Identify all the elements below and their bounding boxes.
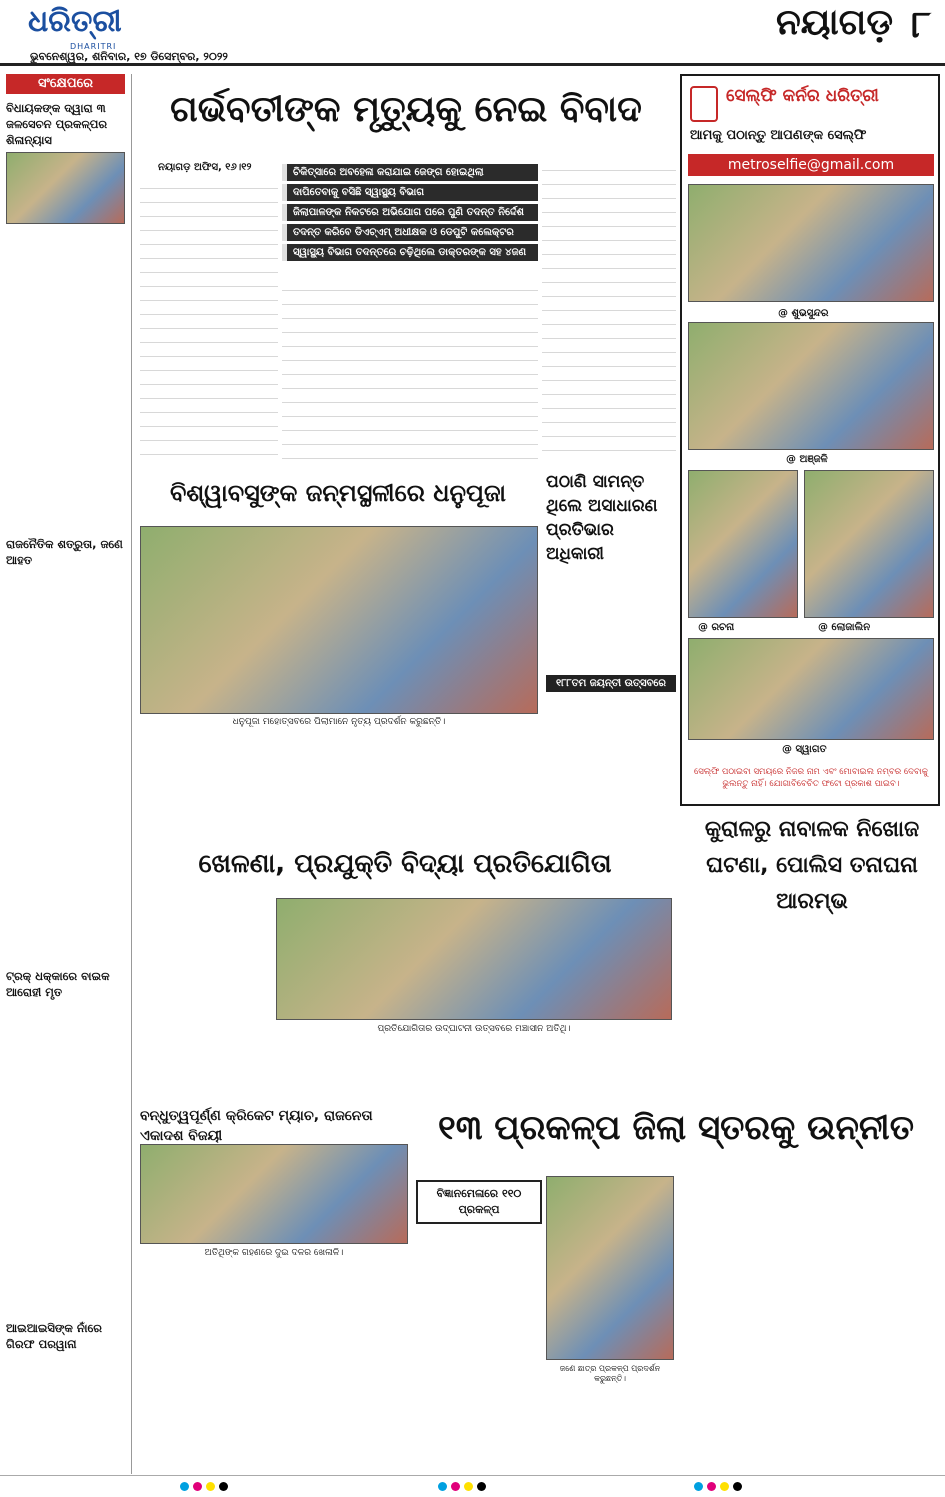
samanta-headline: ପଠାଣି ସାମନ୍ତ ଥିଲେ ଅସାଧାରଣ ପ୍ରତିଭାର ଅଧିକାରୀ xyxy=(546,472,658,564)
yellow-dot xyxy=(720,1482,729,1491)
selfie-caption: @ ଅଞ୍ଜଳି xyxy=(786,454,828,465)
phone-icon xyxy=(690,86,718,122)
selfie-photo xyxy=(804,470,934,618)
cyan-dot xyxy=(180,1482,189,1491)
cricket-photo xyxy=(140,1144,408,1244)
selfie-email: metroselfie@gmail.com xyxy=(688,154,934,176)
cyan-dot xyxy=(438,1482,447,1491)
dhanu-photo xyxy=(140,526,538,714)
brief-text-1 xyxy=(6,230,125,530)
selfie-photo xyxy=(688,470,798,618)
registration-dots xyxy=(436,1476,488,1497)
dhanu-caption: ଧନୁପୂଜା ମହୋତ୍ସବରେ ପିଲାମାନେ ନୃତ୍ୟ ପ୍ରଦର୍ଶନ କରୁଛନ୍ତି। xyxy=(232,717,446,727)
bullet: ଜିଲାପାଳଙ୍କ ନିକଟରେ ଅଭିଯୋଗ ପରେ ପୁଣି ତଦନ୍ତ ନିର୍ଦ୍ଦେଶ xyxy=(282,204,538,221)
brief-text-3 xyxy=(6,1004,125,1314)
bullet: ସ୍ୱାସ୍ଥ୍ୟ ବିଭାଗ ତଦନ୍ତରେ ଚଢ଼ିଥିଲେ ଡାକ୍ତରଙ୍କ ସହ ୪ଜଣ xyxy=(282,244,538,261)
black-dot xyxy=(477,1482,486,1491)
selfie-caption: @ ଶୁଭସୁନ୍ଦର xyxy=(778,308,829,319)
cricket-headline: ବନ୍ଧୁତ୍ୱପୂର୍ଣ୍ଣ କ୍ରିକେଟ ମ୍ୟାଚ, ରାଜନେତା ଏକାଦଶ ବିଜୟୀ xyxy=(140,1108,373,1144)
selfie-caption: @ ଲୋଜାଲିନ xyxy=(818,622,871,633)
jayanti-tag: ୧୮୮ତମ ଜୟନ୍ତୀ ଉତ୍ସବରେ xyxy=(546,675,676,692)
project-headline: ୧୩ ପ୍ରକଳ୍ପ ଜିଲା ସ୍ତରକୁ ଉନ୍ନୀତ xyxy=(438,1108,914,1148)
selfie-corner xyxy=(680,74,940,806)
brief-headline-3: ଟ୍ରକ୍ ଧକ୍କାରେ ବାଇକ ଆରୋହୀ ମୃତ xyxy=(6,969,110,999)
brief-text-2 xyxy=(6,572,125,962)
bullet: ଚିକିତ୍ସାରେ ଅବହେଳା କରାଯାଇ ଜେଙ୍ଗ ହୋଇଥିଲା xyxy=(282,164,538,181)
selfie-photo xyxy=(688,322,934,450)
dhanu-headline: ବିଶ୍ୱାବସୁଙ୍କ ଜନ୍ମସ୍ଥଳୀରେ ଧନୁପୂଜା xyxy=(169,479,507,507)
print-registration-strip xyxy=(0,1475,945,1497)
magenta-dot xyxy=(451,1482,460,1491)
main-headline: ଗର୍ଭବତୀଙ୍କ ମୃତ୍ୟୁକୁ ନେଇ ବିବାଦ xyxy=(170,89,642,130)
yellow-dot xyxy=(206,1482,215,1491)
brief-headline-4: ଆଇଆଇସିଙ୍କ ନାଁରେ ଗିରଫ ପରୱାନା xyxy=(6,1321,102,1351)
project-caption: ଜଣେ ଛାତ୍ର ପ୍ରକଳ୍ପ ପ୍ରଦର୍ଶନ କରୁଛନ୍ତି। xyxy=(559,1364,661,1383)
cyan-dot xyxy=(694,1482,703,1491)
main-story-col1 xyxy=(140,178,278,458)
registration-dots xyxy=(178,1476,230,1497)
selfie-brand: ସେଲ୍ଫି କର୍ନର ଧରିତ୍ରୀ xyxy=(726,86,879,106)
project-photo xyxy=(546,1176,674,1360)
dharitri-logo: ଧରିତ୍ରୀ xyxy=(28,4,122,39)
dateline: ଭୁବନେଶ୍ୱର, ଶନିବାର, ୧୭ ଡିସେମ୍ବର, ୨୦୨୨ xyxy=(30,50,228,63)
brief-photo xyxy=(6,152,125,224)
khelana-caption: ପ୍ରତିଯୋଗିତାର ଉଦ୍‌ଘାଟନୀ ଉତ୍ସବରେ ମଞ୍ଚାସୀନ ଅତିଥି। xyxy=(377,1024,571,1034)
yellow-dot xyxy=(464,1482,473,1491)
khelana-photo xyxy=(276,898,672,1020)
brief-headline-2: ରାଜନୈତିକ ଶତ୍ରୁତା, ଜଣେ ଆହତ xyxy=(6,537,123,567)
main-dateline: ନୟାଗଡ଼ ଅଫିସ, ୧୬।୧୨ xyxy=(158,162,252,173)
selfie-footer: ସେଲ୍ଫି ପଠାଇବା ସମୟରେ ନିଜର ନାମ ଏବଂ ମୋବାଇଲ ନମ୍ବର ଦେବାକୁ ଭୁଲନ୍ତୁ ନାହିଁ। ଯୋଗାବିବେଚିତ ଫଟୋ ପ୍ରକାଶ ପାଇବ। xyxy=(693,767,929,789)
magenta-dot xyxy=(707,1482,716,1491)
selfie-photo xyxy=(688,638,934,740)
magenta-dot xyxy=(193,1482,202,1491)
main-bullets xyxy=(282,164,538,264)
selfie-banner xyxy=(690,80,930,124)
section-title: ନୟାଗଡ଼ xyxy=(775,2,893,43)
black-dot xyxy=(733,1482,742,1491)
masthead xyxy=(0,0,945,66)
page-number: ୮ xyxy=(911,2,931,46)
selfie-photo xyxy=(688,184,934,302)
main-story-col3 xyxy=(542,160,676,460)
section-tag: ସଂକ୍ଷେପରେ xyxy=(6,74,125,94)
logo-subtitle: DHARITRI xyxy=(70,42,117,51)
main-story-col2 xyxy=(282,280,538,460)
bullet: ଦାପିତେବାକୁ ବସିଛି ସ୍ୱାସ୍ଥ୍ୟ ବିଭାଗ xyxy=(282,184,538,201)
registration-dots xyxy=(692,1476,744,1497)
black-dot xyxy=(219,1482,228,1491)
khelana-headline: ଖେଳଣା, ପ୍ରଯୁକ୍ତି ବିଦ୍ୟା ପ୍ରତିଯୋଗିତା xyxy=(198,849,612,879)
selfie-tagline: ଆମକୁ ପଠାନ୍ତୁ ଆପଣଙ୍କ ସେଲ୍ଫି xyxy=(690,128,867,143)
left-column xyxy=(0,74,132,1474)
science-fair-box: ବିଜ୍ଞାନମେଳାରେ ୧୧୦ ପ୍ରକଳ୍ପ xyxy=(416,1180,542,1224)
kurala-headline: କୁରାଳରୁ ନାବାଳକ ନିଖୋଜ ଘଟଣା, ପୋଲିସ ତନାଘନା ଆରମ୍ଭ xyxy=(704,817,920,914)
selfie-caption: @ ସ୍ୱାଗତ xyxy=(782,744,827,755)
bullet: ତଦନ୍ତ କରିବେ ଡିଏଚ୍ଏମ୍ ଅଧୀକ୍ଷକ ଓ ଡେପୁଟି କଲେକ୍ଟର xyxy=(282,224,538,241)
cricket-caption: ଅତିଥିଙ୍କ ଗହଣରେ ଦୁଇ ଦଳର ଖେଳାଳି। xyxy=(204,1248,344,1258)
selfie-caption: @ ରଚନା xyxy=(698,622,735,633)
brief-headline-1: ବିଧାୟକଙ୍କ ଦ୍ୱାରା ୩ ଜଳସେଚନ ପ୍ରକଳ୍ପର ଶିଳାନ୍ୟାସ xyxy=(6,101,108,147)
